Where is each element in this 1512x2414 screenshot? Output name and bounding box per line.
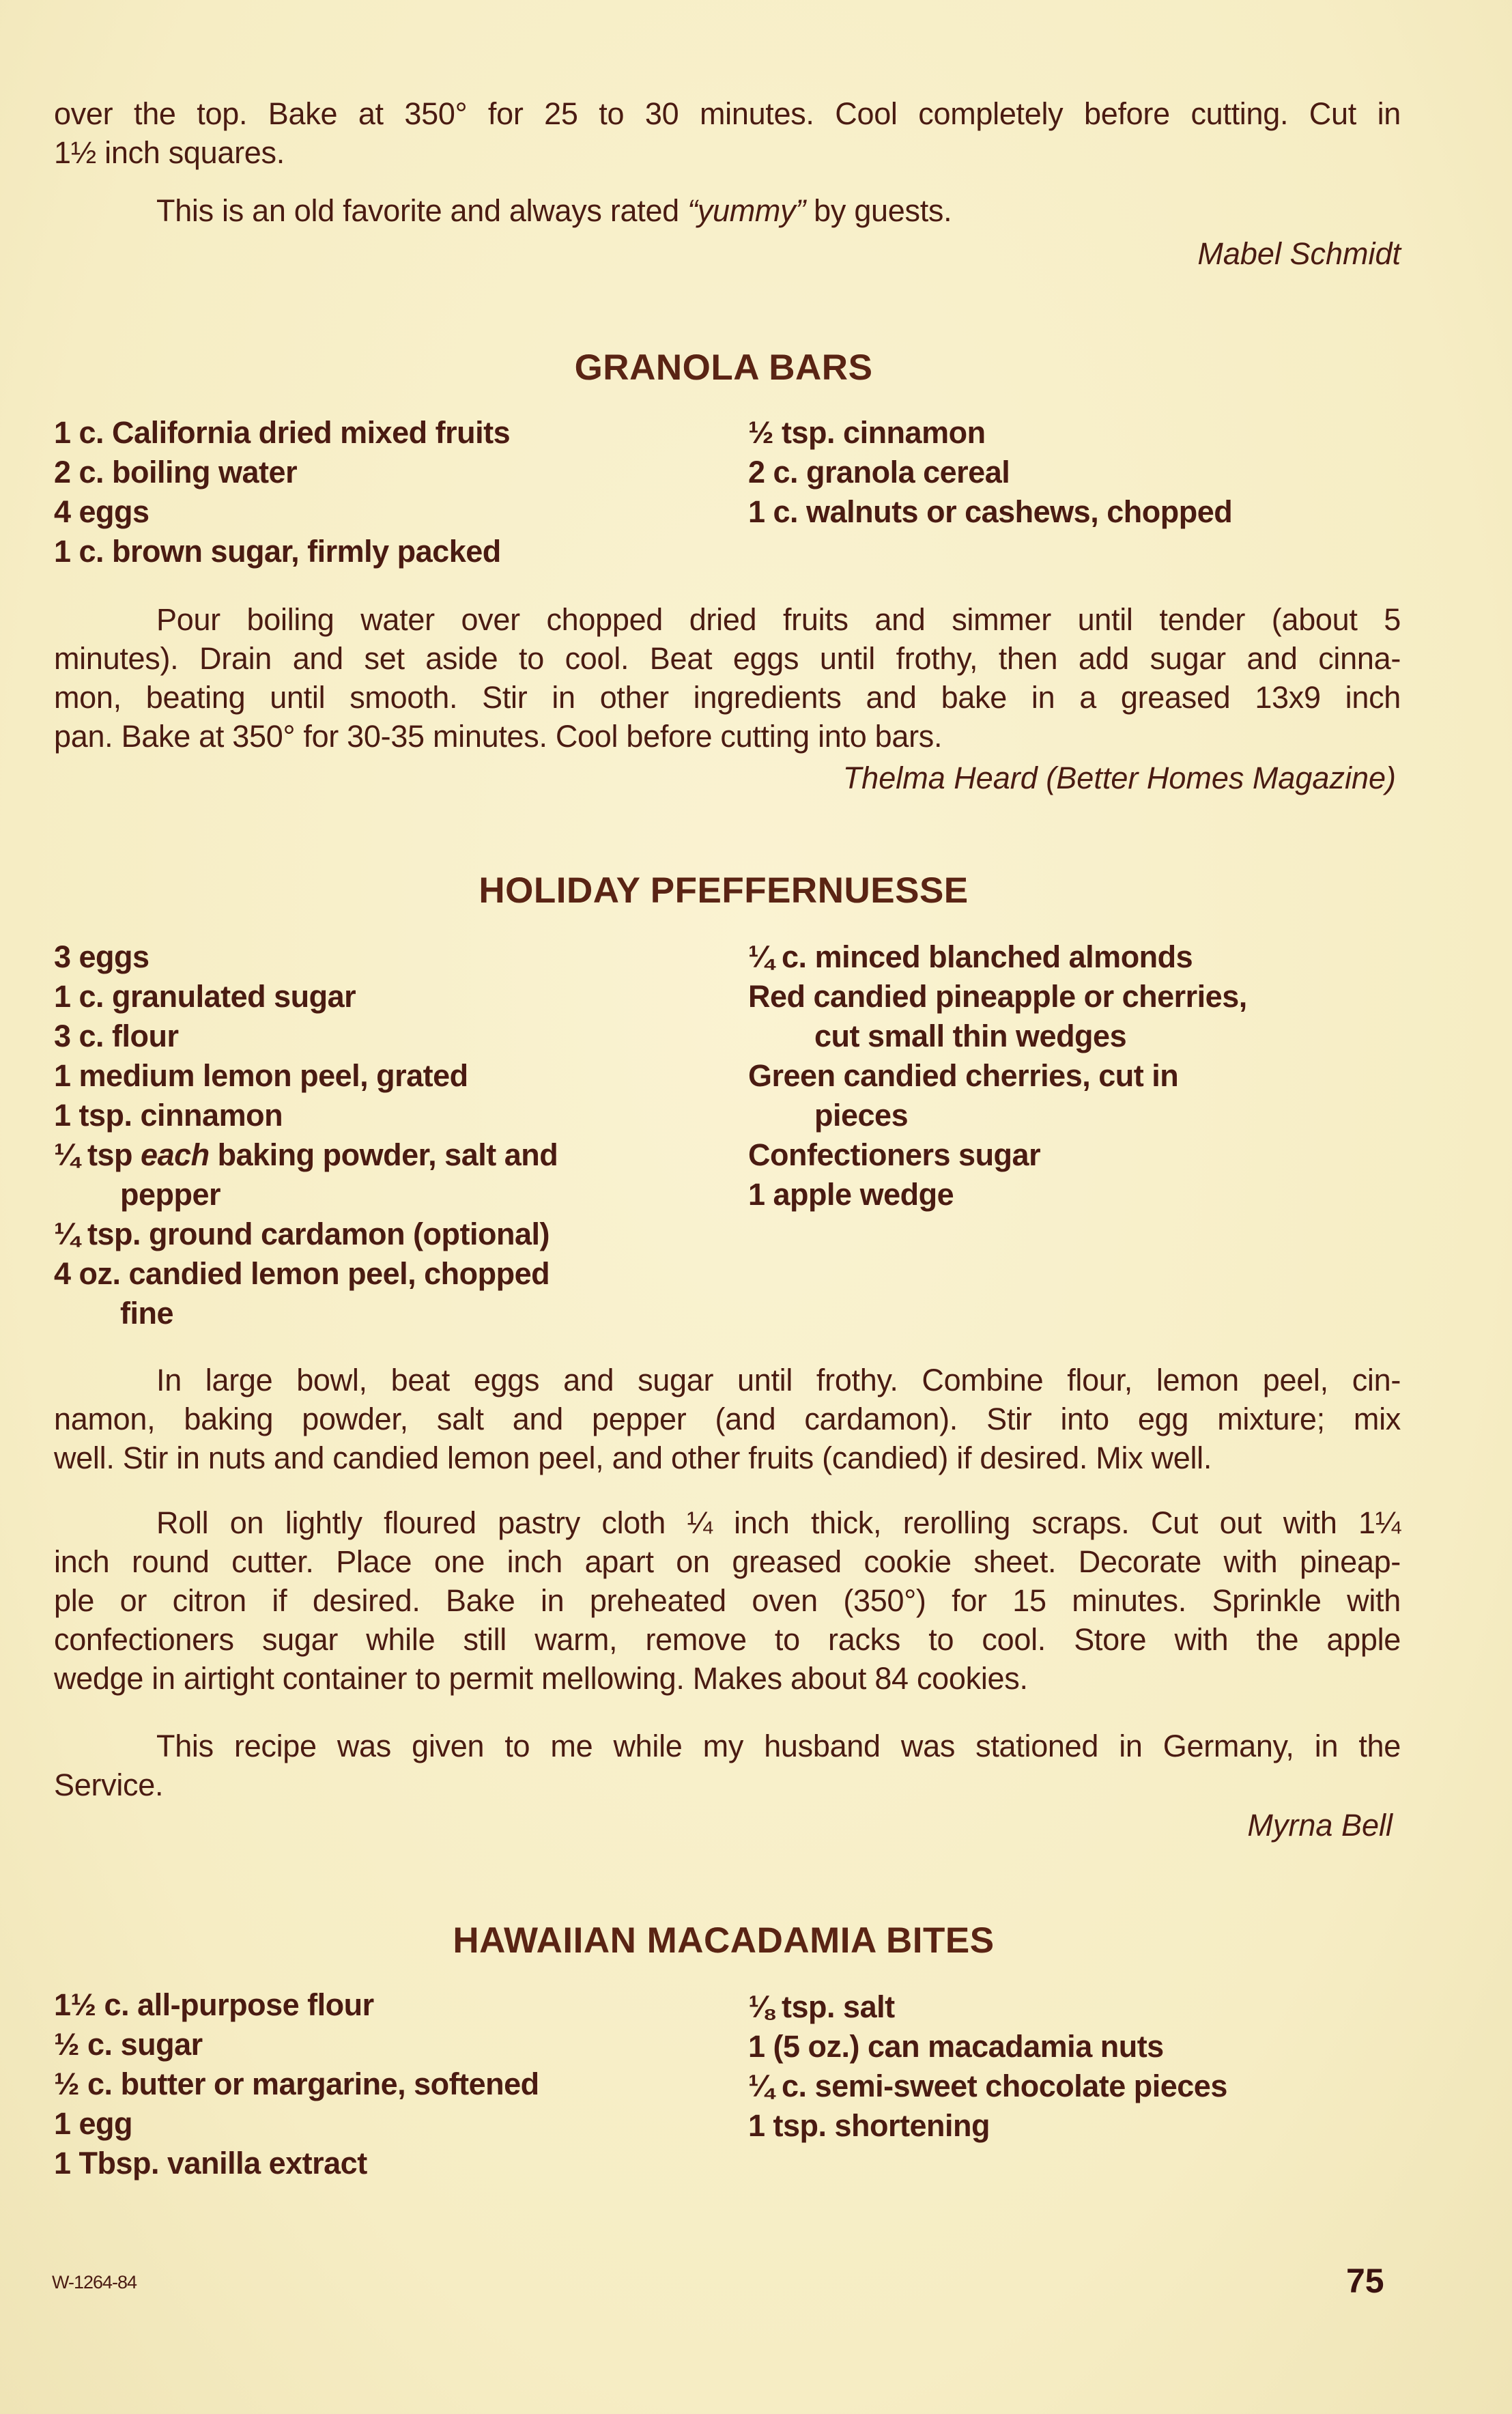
intro-paragraph [54, 94, 1401, 172]
ingredient: Green candied cherries, cut in [748, 1058, 1179, 1093]
text-line: Roll on lightly floured pastry cloth ¼ inch thick, rerolling scraps. Cut out with 1¼ [156, 1505, 1401, 1540]
granola-method [54, 600, 1401, 756]
ingredient: 2 c. granola cereal [748, 455, 1010, 489]
text-line: well. Stir in nuts and candied lemon peel, and other fruits (candied) if desired. Mix well. [54, 1440, 1212, 1475]
ingredient-text: ¼ tsp [54, 1137, 141, 1172]
ingredient [54, 1135, 558, 1175]
text-line: pan. Bake at 350° for 30-35 minutes. Cool before cutting into bars. [54, 719, 943, 754]
ingredient-continuation: pepper [120, 1177, 221, 1212]
note-text: This is an old favorite and always rated [156, 193, 688, 228]
recipe-title-granola-bars: GRANOLA BARS [574, 347, 873, 388]
ingredient: 1 medium lemon peel, grated [54, 1058, 468, 1093]
text-line: In large bowl, beat eggs and sugar until frothy. Combine flour, lemon peel, cin- [156, 1363, 1401, 1397]
pfeffernuesse-note [54, 1727, 1401, 1804]
ingredient-continuation: cut small thin wedges [814, 1019, 1127, 1053]
ingredient: 4 eggs [54, 494, 149, 529]
granola-ingredients-right [748, 413, 1232, 532]
ingredient: 1 c. walnuts or cashews, chopped [748, 494, 1233, 529]
recipe-title-hawaiian-macadamia-bites: HAWAIIAN MACADAMIA BITES [453, 1920, 995, 1961]
ingredient: 1 apple wedge [748, 1177, 954, 1212]
signature-thelma-heard: Thelma Heard (Better Homes Magazine) [842, 761, 1396, 795]
ingredient: 1 c. granulated sugar [54, 979, 356, 1014]
text-line: Service. [54, 1767, 164, 1802]
ingredient: 1 c. California dried mixed fruits [54, 415, 511, 450]
ingredient: 1 egg [54, 2106, 133, 2141]
granola-ingredients-left [54, 413, 510, 571]
ingredient: 1 tsp. shortening [748, 2108, 990, 2143]
ingredient: 1 (5 oz.) can macadamia nuts [748, 2029, 1164, 2064]
text-line [54, 191, 1401, 230]
ingredient: ½ tsp. cinnamon [748, 415, 986, 450]
ingredient-continuation: fine [120, 1296, 174, 1331]
signature-myrna-bell: Myrna Bell [1247, 1808, 1393, 1843]
ingredient: 4 oz. candied lemon peel, chopped [54, 1256, 550, 1291]
ingredient-text: baking powder, salt and [209, 1137, 558, 1172]
ingredient: ¼ c. minced blanched almonds [748, 939, 1193, 974]
pfeffernuesse-ingredients-left [54, 937, 558, 1333]
macadamia-ingredients-right [748, 1987, 1227, 2146]
text-line: confectioners sugar while still warm, remove to racks to cool. Store with the apple [54, 1622, 1401, 1657]
ingredient: 3 eggs [54, 939, 149, 974]
note-emphasis: “yummy” [687, 193, 805, 228]
ingredient: Red candied pineapple or cherries, [748, 979, 1247, 1014]
publication-code: W-1264-84 [52, 2272, 137, 2292]
ingredient: ½ c. sugar [54, 2027, 203, 2062]
ingredient: 1½ c. all-purpose flour [54, 1987, 374, 2022]
text-line: ple or citron if desired. Bake in preheated oven (350°) for 15 minutes. Sprinkle with [54, 1583, 1401, 1618]
macadamia-ingredients-left [54, 1985, 539, 2183]
ingredient: 1 tsp. cinnamon [54, 1098, 283, 1133]
recipe-title-holiday-pfeffernuesse: HOLIDAY PFEFFERNUESSE [479, 870, 969, 911]
text-line: over the top. Bake at 350° for 25 to 30 minutes. Cool completely before cutting. Cut in [54, 96, 1401, 131]
ingredient: 2 c. boiling water [54, 455, 298, 489]
text-line: inch round cutter. Place one inch apart on greased cookie sheet. Decorate with pineap- [54, 1544, 1401, 1579]
ingredient-emphasis: each [141, 1137, 210, 1172]
ingredient: ¼ tsp. ground cardamon (optional) [54, 1217, 550, 1251]
ingredient: 3 c. flour [54, 1019, 179, 1053]
ingredient: 1 c. brown sugar, firmly packed [54, 534, 501, 569]
text-line: namon, baking powder, salt and pepper (and cardamon). Stir into egg mixture; mix [54, 1402, 1401, 1436]
text-line: minutes). Drain and set aside to cool. Beat eggs until frothy, then add sugar and cinna- [54, 641, 1401, 676]
text-line: This recipe was given to me while my husband was stationed in Germany, in the [156, 1729, 1401, 1763]
pfeffernuesse-method-1 [54, 1361, 1401, 1477]
text-line: Pour boiling water over chopped dried fruits and simmer until tender (about 5 [156, 602, 1401, 637]
ingredient: ½ c. butter or margarine, softened [54, 2067, 539, 2101]
intro-note [54, 191, 1401, 230]
signature-mabel-schmidt: Mabel Schmidt [1197, 236, 1401, 271]
ingredient-continuation: pieces [814, 1098, 909, 1133]
page-number: 75 [1346, 2262, 1384, 2300]
text-line: wedge in airtight container to permit mellowing. Makes about 84 cookies. [54, 1661, 1028, 1696]
text-line: 1½ inch squares. [54, 135, 285, 170]
ingredient: ⅛ tsp. salt [748, 1989, 895, 2024]
ingredient: 1 Tbsp. vanilla extract [54, 2146, 367, 2181]
ingredient: Confectioners sugar [748, 1137, 1041, 1172]
note-text: by guests. [805, 193, 952, 228]
ingredient: ¼ c. semi-sweet chocolate pieces [748, 2069, 1227, 2103]
text-line: mon, beating until smooth. Stir in other ingredients and bake in a greased 13x9 inch [54, 680, 1401, 715]
pfeffernuesse-ingredients-right [748, 937, 1247, 1215]
pfeffernuesse-method-2 [54, 1503, 1401, 1698]
